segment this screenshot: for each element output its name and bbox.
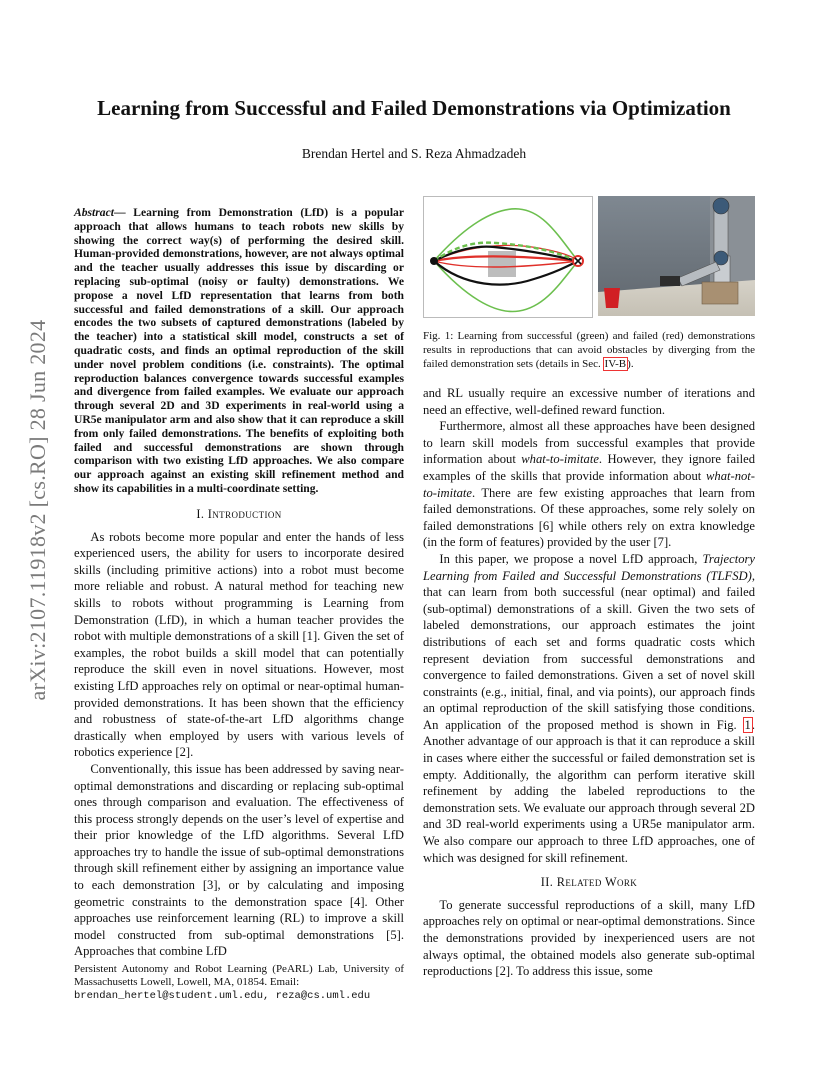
arxiv-id-text: arXiv:2107.11918v2 [cs.RO] 28 Jun 2024 (25, 319, 50, 701)
author-list: Brendan Hertel and S. Reza Ahmadzadeh (301, 146, 527, 161)
figure-trajectory-plot (423, 196, 593, 318)
p2-text-b: , that can learn from both successful (near optimal) and failed (sub-optimal) demonstrations of a skill. Given the two sets of labeled demonstrations, our approach estimates the joint distributions of each set and forms quadratic costs which represent deviation from successful demonstrations and convergence to failed demonstrations. Given a set of novel skill constraints (e.g., initial, final, and via points), our approach finds an optimal reproduction of the skill satisfying those conditions. An application of the proposed method is shown in Fig. (423, 568, 755, 732)
figure-caption (423, 329, 755, 371)
robot-gripper (660, 276, 680, 286)
caption-text: Fig. 1: Learning from successful (green) and failed (red) demonstrations results in reproductions that can avoid obstacles by diverging from the failed demonstration sets (details in Sec. (423, 330, 755, 370)
photo-red-cup (604, 288, 620, 308)
trajectory-plot-svg (424, 197, 592, 317)
footnote-emails[interactable]: brendan_hertel@student.uml.edu, reza@cs.uml.edu (74, 990, 371, 1002)
intro-paragraph-1: As robots become more popular and enter the hands of less experienced users, the ability for users to incorporate desired skills (including primitive actions) into a robot must become more reliable and robust. A natural method for teaching new skills to robots without programming is Learning from Demonstration (LfD), in which a human teacher provides the robot with multiple demonstrations of a skill [1]. Given the set of examples, the robot builds a skill model that can potentially reproduce the skill even in novel situations. However, most existing LfD approaches rely on optimal or near-optimal human-provided demonstrations. It has been shown that the efficiency and robustness of state-of-the-art LfD algorithms change drastically when employed by users with various levels of robotics experience [2]. (74, 529, 404, 760)
paper-title: Learning from Successful and Failed Demonstrations via Optimization (97, 96, 731, 120)
abstract (74, 206, 404, 496)
p2-text-c: . Another advantage of our approach is that it can reproduce a skill in cases where either the successful or failed demonstration set is empty. Additionally, the algorithm can perform iterative skill refinement by adding the labeled reproductions to the demonstration sets. We evaluate our approach through several 2D and 3D real-world experiments using a UR5e manipulator arm. We also compare our approach to three LfD approaches, one of which was designed for skill refinement. (423, 717, 755, 865)
p1-text-b: . However, they ignore failed examples of the skills that provide information about (423, 452, 755, 483)
start-point (430, 257, 438, 265)
footnote (74, 963, 404, 1003)
right-paragraph-1 (423, 418, 755, 551)
obstacle-box (488, 251, 516, 277)
right-paragraph-0: and RL usually require an excessive number of iterations and need an effective, well-defined reward function. (423, 386, 755, 417)
p1-emphasis-imitate: what-to-imitate (521, 452, 599, 467)
abstract-text: — Learning from Demonstration (LfD) is a popular approach that allows humans to teach robots new skills by showing the correct way(s) of performing the desired skill. Human-provided demonstrations, however, are not always optimal and the teacher usually addresses this issue by discarding or replacing sub-optimal (noisy or faulty) demonstrations. We propose a novel LfD representation that learns from both successful and failed demonstrations of a skill. Our approach encodes the two subsets of captured demonstrations (labeled by the teacher) into a statistical skill model, constructs a set of quadratic costs, and finds an optimal reproduction of the skill under novel problem conditions (i.e. constraints). The optimal reproduction balances convergence towards successful examples and divergence from failed examples. We evaluate our approach through several 2D and 3D experiments in real-world using a UR5e manipulator arm and also show that it can reproduce a skill from only failed demonstrations. The benefits of exploiting both failed and successful demonstrations are shown through comparison with two existing LfD approaches. We also compare our approach against an existing skill refinement method and show its capabilities in a multi-coordinate setting. (74, 206, 404, 495)
photo-box (702, 282, 738, 304)
figure-link[interactable]: 1 (744, 717, 751, 732)
right-paragraph-2 (423, 551, 755, 866)
p1-emphasis-not-imitate: what-not-to-imitate (423, 468, 755, 500)
robot-joint-top (713, 198, 729, 214)
related-work-paragraph-1: To generate successful reproductions of a skill, many LfD approaches rely on optimal or near-optimal demonstrations. Since the demonstrations provided by inexperienced users are not always optimal, the obtained models also generate sub-optimal reproductions [2]. To address this issue, some (423, 897, 755, 979)
caption-suffix: ). (627, 358, 634, 370)
p2-text-a: In this paper, we propose a novel LfD approach, (439, 551, 703, 566)
caption-section-link[interactable]: IV-B (604, 358, 627, 370)
p1-text-a: Furthermore, almost all these approaches have been designed to learn skill models from successful examples that provide information about (423, 419, 755, 467)
figure-robot-photo (598, 196, 755, 316)
p1-text-c: . There are few existing approaches that learn from failed demonstrations. Of these approaches, some rely solely on failed demonstrations [6] while others rely on extra knowledge (in the form of features) provided by the user [7]. (423, 485, 755, 550)
right-column-body (423, 385, 755, 980)
intro-paragraph-2: Conventionally, this issue has been addressed by saving near-optimal demonstrations and discarding or replacing sub-optimal ones through comparison and evaluation. The effectiveness of this process strongly depends on the user’s level of expertise and their prior knowledge of the LfD algorithms. Several LfD approaches try to handle the issue of sub-optimal demonstrations through skill refinement either by assigning an importance value to each demonstration [3], or by calculating and imposing geometric constraints to the demonstration space [4]. Other approaches use reinforcement learning (RL) to improve a skill model constructed from sub-optimal demonstrations [5]. Approaches that combine LfD (74, 761, 404, 959)
p2-emphasis-tlfsd: Trajectory Learning from Failed and Successful Demonstrations (TLFSD) (423, 551, 755, 583)
robot-photo-svg (598, 196, 755, 316)
abstract-label: Abstract (74, 206, 114, 219)
arxiv-identifier[interactable] (20, 290, 56, 730)
section-heading-related-work: II. Related Work (540, 875, 638, 890)
left-column-body (74, 498, 404, 960)
footnote-affiliation: Persistent Autonomy and Robot Learning (PeARL) Lab, University of Massachusetts Lowell, Lowell, MA, 01854. Email: (74, 963, 404, 988)
section-heading-introduction: I. Introduction (196, 507, 282, 521)
